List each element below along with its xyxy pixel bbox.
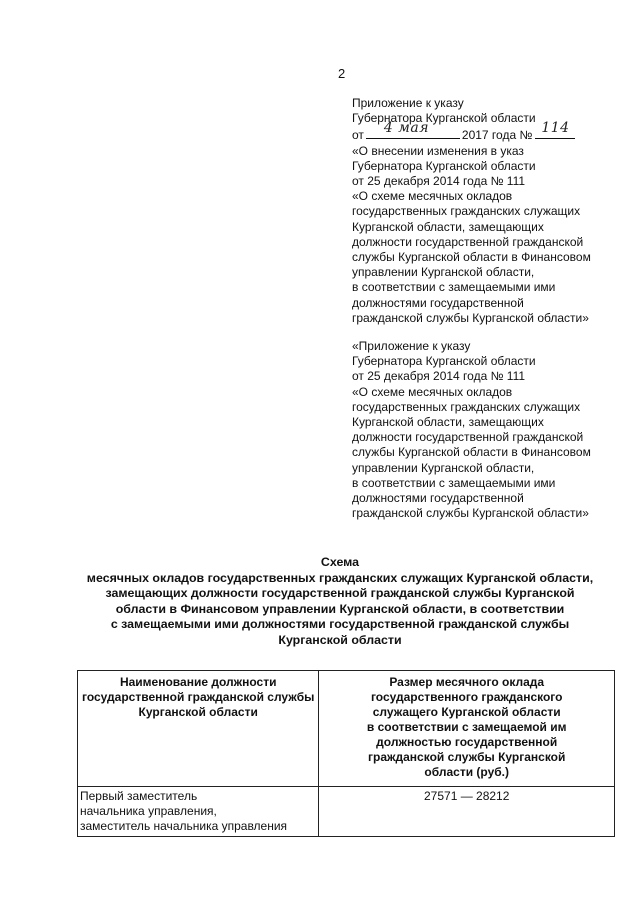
appendix-title: Приложение к указу [352,96,464,110]
amendment-line: должностями государственной [352,295,524,310]
header-line: Размер месячного оклада [389,675,545,689]
document-title [70,555,610,649]
amendment-line: в соответствии с замещаемыми ими [352,280,556,295]
salary-cell: 27571 — 28212 [319,787,615,837]
header-line: гражданской службы Курганской [368,750,566,764]
header-line: государственного гражданского [370,690,563,704]
appendix-line: управлении Курганской области, [352,460,535,475]
header-line: должностью государственной [376,735,558,749]
title-line: месячных окладов государственных гражданских служащих Курганской области, [86,570,594,585]
position-cell [78,787,319,837]
header-line: в соответствии с замещаемой им [366,720,567,734]
amendment-line: Губернатора Курганской области [352,158,536,173]
position-line: начальника управления, [80,804,217,818]
appendix-date-line [352,120,622,143]
appendix-header-amendment [352,96,622,326]
appendix-line: Губернатора Курганской области [352,354,536,369]
amendment-line: «О схеме месячных окладов [352,189,513,204]
amendment-line: от 25 декабря 2014 года № 111 [352,174,526,189]
appendix-line: гражданской службы Курганской области» [352,506,589,521]
header-line: государственной гражданской службы [82,690,315,704]
title-line: области в Финансовом управлении Курганской области, в соответствии [115,601,565,616]
title-line: с замещаемыми ими должностями государственной гражданской службы [110,617,570,632]
amendment-text [352,144,622,326]
amendment-line: государственных гражданских служащих [352,204,581,219]
appendix-line: в соответствии с замещаемыми ими [352,475,556,490]
amendment-line: управлении Курганской области, [352,265,535,280]
date-day-field [366,120,460,139]
appendix-line: должности государственной гражданской [352,430,584,445]
title-line: замещающих должности государственной гражданской службы Курганской [105,586,575,601]
date-prefix: от [352,128,364,143]
appendix-line: должностями государственной [352,491,524,506]
header-position-name [78,671,319,787]
amendment-line: должности государственной гражданской [352,234,584,249]
appendix-line: службы Курганской области в Финансовом [352,445,591,460]
appendix-line: Курганской области, замещающих [352,415,544,430]
header-line: Наименование должности [119,675,277,689]
appendix-line: от 25 декабря 2014 года № 111 [352,369,526,384]
header-line: области (руб.) [424,765,509,779]
table-header-row [78,671,615,787]
position-line: Первый заместитель [80,789,198,803]
appendix-line: «О схеме месячных окладов [352,384,513,399]
amendment-line: «О внесении изменения в указ [352,143,524,158]
title-line: Курганской области [278,632,402,647]
position-line: заместитель начальника управления [80,819,288,833]
salary-table [77,670,615,837]
header-salary-amount [319,671,615,787]
original-appendix-text [352,339,622,521]
appendix-governor: Губернатора Курганской области [352,111,536,126]
handwritten-number: 114 [541,120,570,137]
appendix-line: государственных гражданских служащих [352,399,581,414]
table-row [78,787,615,837]
date-year: 2017 года № [461,128,533,143]
title-line: Схема [320,555,360,569]
handwritten-date: 4 мая [383,120,429,137]
decree-number-field [535,120,575,139]
page-number: 2 [338,66,346,81]
amendment-line: Курганской области, замещающих [352,219,544,234]
header-line: служащего Курганской области [372,705,561,719]
header-line: Курганской области [138,705,258,719]
amendment-line: службы Курганской области в Финансовом [352,250,591,265]
appendix-header-original [352,339,622,521]
amendment-line: гражданской службы Курганской области» [352,310,589,325]
appendix-line: «Приложение к указу [352,339,471,353]
